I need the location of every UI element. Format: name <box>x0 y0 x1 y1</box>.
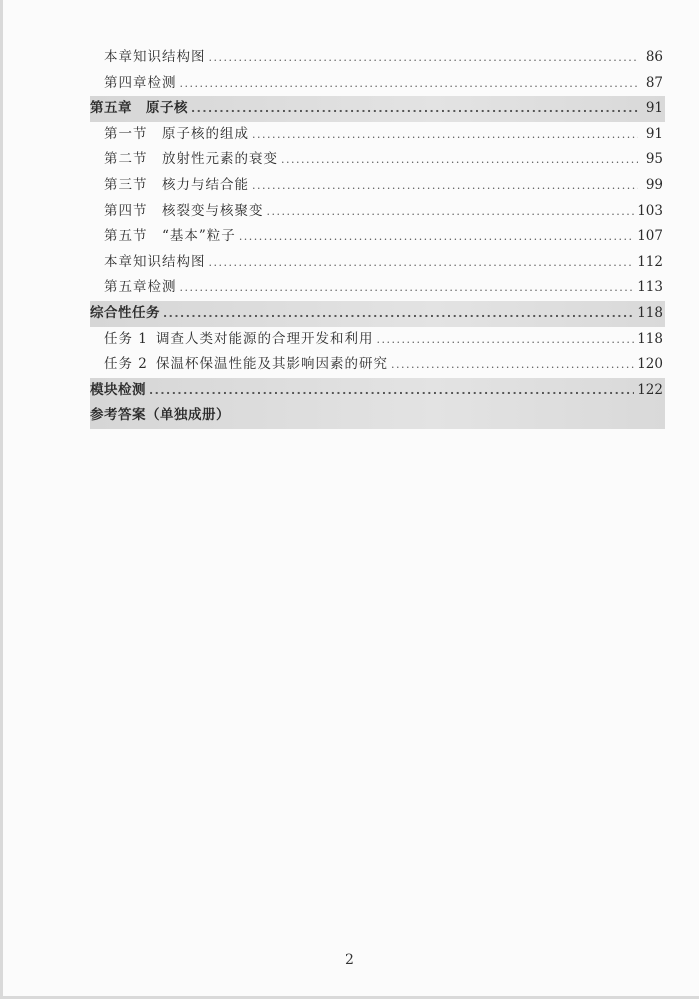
toc-section-number: 第三节 <box>104 176 148 193</box>
dot-leader <box>252 173 638 199</box>
dot-leader <box>163 301 634 327</box>
toc-section-page: 91 <box>645 125 663 142</box>
toc-section-label <box>104 173 249 199</box>
dot-leader <box>191 96 638 122</box>
dot-leader <box>149 378 634 404</box>
toc-module-test-heading[interactable] <box>90 378 665 404</box>
toc-entry-label: 第四章检测 <box>104 74 177 91</box>
toc-section-5-2[interactable] <box>90 147 665 173</box>
toc-task-1[interactable] <box>90 327 665 353</box>
toc-section-5-3[interactable] <box>90 173 665 199</box>
toc-task-label <box>104 352 388 378</box>
page-number: 2 <box>345 952 354 968</box>
toc-chapter-label: 参考答案（单独成册） <box>90 407 230 424</box>
dot-leader <box>377 327 635 353</box>
toc-section-number: 第二节 <box>104 151 148 168</box>
toc-entry-label: 本章知识结构图 <box>104 49 206 65</box>
toc-section-label <box>104 122 249 148</box>
toc-section-title: 原子核的组成 <box>162 125 249 142</box>
dot-leader <box>281 147 638 173</box>
toc-section-page: 95 <box>645 151 663 168</box>
toc-task-label <box>104 327 374 353</box>
toc-entry-label: 本章知识结构图 <box>104 253 206 270</box>
dot-leader <box>209 45 639 71</box>
toc-reference-answers-heading[interactable] <box>90 403 665 429</box>
toc-entry-page: 87 <box>645 74 663 91</box>
toc-entry-page: 113 <box>637 279 663 296</box>
dot-leader <box>209 250 635 276</box>
toc-comprehensive-tasks-heading[interactable] <box>90 301 665 327</box>
toc-task-title: 调查人类对能源的合理开发和利用 <box>156 330 374 347</box>
toc-section-5-1[interactable] <box>90 122 665 148</box>
page-edge-left <box>0 0 3 999</box>
toc-task-number: 任务 2 <box>104 356 148 373</box>
toc-section-title: 核力与结合能 <box>162 176 249 193</box>
dot-leader <box>267 199 635 225</box>
toc-task-page: 118 <box>637 330 663 347</box>
toc-chapter-5-heading[interactable] <box>90 96 665 122</box>
toc-section-5-5[interactable] <box>90 224 665 250</box>
toc-entry-label: 第五章检测 <box>104 279 177 296</box>
toc-entry-ch4-knowledge-map[interactable] <box>90 45 665 71</box>
dot-leader <box>180 275 635 301</box>
toc-section-title: 核裂变与核聚变 <box>162 202 264 219</box>
toc-chapter-label: 第五章 原子核 <box>90 100 188 117</box>
toc-entry-page: 86 <box>645 49 663 65</box>
dot-leader <box>180 71 639 97</box>
toc-chapter-label: 模块检测 <box>90 381 146 398</box>
toc-chapter-page: 118 <box>637 304 663 321</box>
toc-section-label <box>104 147 278 173</box>
toc-entry-ch4-test[interactable] <box>90 71 665 97</box>
toc-task-page: 120 <box>637 356 663 373</box>
toc-section-title: 放射性元素的衰变 <box>162 151 278 168</box>
toc-section-label <box>104 199 264 225</box>
toc-section-number: 第一节 <box>104 125 148 142</box>
dot-leader <box>252 122 638 148</box>
dot-leader <box>239 224 634 250</box>
toc-task-number: 任务 1 <box>104 330 148 347</box>
toc-section-number: 第五节 <box>104 228 148 245</box>
toc-entry-page: 112 <box>637 253 663 270</box>
toc-chapter-label: 综合性任务 <box>90 304 160 321</box>
toc-section-page: 103 <box>637 202 663 219</box>
toc-section-page: 107 <box>637 228 663 245</box>
toc-chapter-page: 91 <box>645 100 663 117</box>
toc-task-title: 保温杯保温性能及其影响因素的研究 <box>156 356 388 373</box>
dot-leader <box>391 352 634 378</box>
toc-entry-ch5-test[interactable] <box>90 275 665 301</box>
toc-section-label <box>104 224 236 250</box>
toc-section-title: “基本”粒子 <box>162 228 236 245</box>
toc-section-5-4[interactable] <box>90 199 665 225</box>
table-of-contents <box>90 45 665 429</box>
toc-entry-ch5-knowledge-map[interactable] <box>90 250 665 276</box>
toc-chapter-page: 122 <box>637 381 663 398</box>
toc-task-2[interactable] <box>90 352 665 378</box>
toc-section-page: 99 <box>645 176 663 193</box>
toc-section-number: 第四节 <box>104 202 148 219</box>
